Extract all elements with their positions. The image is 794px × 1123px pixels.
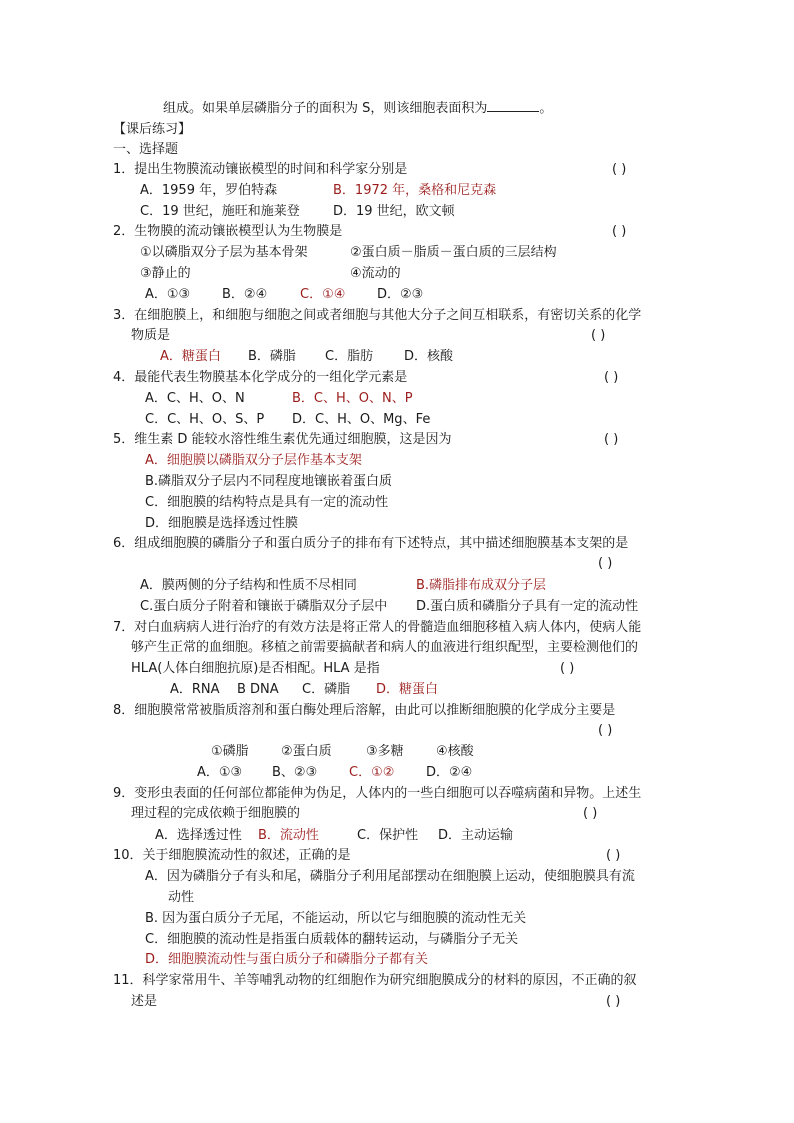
question-11-bracket: ( ) (606, 994, 621, 1009)
question-1-stem: 1．提出生物膜流动镶嵌模型的时间和科学家分别是 (113, 162, 408, 177)
question-6-option-b: B.磷脂排布成双分子层 (416, 578, 547, 593)
question-1-option-d: D．19 世纪，欧文顿 (333, 204, 455, 219)
question-7-option-c: C．磷脂 (302, 682, 351, 697)
question-7-stem-line-1: 7．对白血病病人进行治疗的有效方法是将正常人的骨髓造血细胞移植入病人体内，使病人能 (113, 620, 642, 635)
question-6-option-a: A．膜两侧的分子结构和性质不尽相同 (140, 578, 357, 593)
question-4-option-a: A．C、H、O、N (145, 391, 245, 406)
question-3-option-d: D．核酸 (404, 349, 454, 364)
question-10-option-d: D．细胞膜流动性与蛋白质分子和磷脂分子都有关 (145, 952, 429, 967)
question-8-item-1: ①磷脂 (211, 744, 249, 759)
question-1-option-c: C．19 世纪，施旺和施莱登 (140, 204, 300, 219)
question-3-bracket: ( ) (591, 328, 606, 343)
question-7-option-d: D．糖蛋白 (376, 682, 439, 697)
intro-suffix: 。 (539, 101, 553, 116)
question-2-bracket: ( ) (612, 224, 627, 239)
question-10-option-c: C．细胞膜的流动性是指蛋白质载体的翻转运动，与磷脂分子无关 (145, 932, 519, 947)
question-5-option-a: A．细胞膜以磷脂双分子层作基本支架 (145, 453, 362, 468)
intro-prefix: 组成。如果单层磷脂分子的面积为 S，则该细胞表面积为 (163, 101, 488, 116)
question-8-bracket: ( ) (598, 723, 613, 738)
question-8-option-b: B、②③ (272, 765, 318, 780)
question-9-stem-line-2: 理过程的完成依赖于细胞膜的 (131, 806, 301, 821)
question-9-option-a: A．选择透过性 (155, 828, 242, 843)
question-3-stem-line-2: 物质是 (131, 328, 171, 343)
question-7-stem-line-3: HLA(人体白细胞抗原)是否相配。HLA 是指 (131, 661, 380, 676)
question-4-option-d: D．C、H、O、Mg、Fe (292, 412, 431, 427)
question-4-stem: 4．最能代表生物膜基本化学成分的一组化学元素是 (113, 370, 408, 385)
question-2-option-a: A．①③ (145, 287, 191, 302)
question-4-bracket: ( ) (604, 370, 619, 385)
question-10-bracket: ( ) (606, 848, 621, 863)
question-11-stem-line-1: 11．科学家常用牛、羊等哺乳动物的红细胞作为研究细胞膜成分的材料的原因，不正确的叙 (113, 973, 637, 988)
question-5-bracket: ( ) (604, 432, 619, 447)
section-title: 【课后练习】 (113, 122, 192, 137)
question-5-option-b: B.磷脂双分子层内不同程度地镶嵌着蛋白质 (145, 474, 393, 489)
question-2-item-4: ④流动的 (350, 266, 401, 281)
question-7-bracket: ( ) (560, 661, 575, 676)
question-10-option-a: A．因为磷脂分子有头和尾，磷脂分子利用尾部摆动在细胞膜上运动，使细胞膜具有流 (145, 869, 635, 884)
question-5-stem: 5．维生素 D 能较水溶性维生素优先通过细胞膜，这是因为 (113, 432, 452, 447)
question-10-option-a-cont: 动性 (168, 890, 195, 905)
question-2-option-c: C．①④ (300, 287, 346, 302)
question-10-stem: 10．关于细胞膜流动性的叙述，正确的是 (113, 848, 351, 863)
question-7-option-a: A．RNA (170, 682, 220, 697)
question-6-bracket: ( ) (598, 556, 613, 571)
question-5-option-d: D．细胞膜是选择透过性膜 (145, 516, 299, 531)
question-8-option-c: C．①② (349, 765, 395, 780)
question-7-option-b: B DNA (237, 682, 279, 697)
answer-blank (487, 100, 539, 112)
question-2-item-2: ②蛋白质－脂质－蛋白质的三层结构 (350, 245, 557, 260)
part-title: 一、选择题 (113, 142, 179, 157)
question-8-item-2: ②蛋白质 (281, 744, 332, 759)
question-8-item-3: ③多糖 (366, 744, 404, 759)
question-8-item-4: ④核酸 (436, 744, 474, 759)
question-1-option-a: A．1959 年，罗伯特森 (140, 183, 278, 198)
question-2-item-1: ①以磷脂双分子层为基本骨架 (140, 245, 308, 260)
question-3-stem-line-1: 3．在细胞膜上，和细胞与细胞之间或者细胞与其他大分子之间互相联系，有密切关系的化学 (113, 308, 642, 323)
question-8-option-a: A．①③ (197, 765, 243, 780)
question-3-option-b: B．磷脂 (248, 349, 296, 364)
question-5-option-c: C．细胞膜的结构特点是具有一定的流动性 (145, 495, 389, 510)
question-1-option-b: B．1972 年，桑格和尼克森 (333, 183, 497, 198)
intro-line (163, 100, 552, 117)
question-9-option-b: B．流动性 (258, 828, 319, 843)
question-11-stem-line-2: 述是 (131, 994, 158, 1009)
question-6-option-d: D.蛋白质和磷脂分子具有一定的流动性 (416, 599, 639, 614)
question-6-option-c: C.蛋白质分子附着和镶嵌于磷脂双分子层中 (140, 599, 388, 614)
question-3-option-c: C．脂肪 (325, 349, 374, 364)
question-10-option-b: B. 因为蛋白质分子无尾，不能运动，所以它与细胞膜的流动性无关 (145, 911, 527, 926)
question-8-stem: 8．细胞膜常常被脂质溶剂和蛋白酶处理后溶解，由此可以推断细胞膜的化学成分主要是 (113, 703, 616, 718)
question-9-stem-line-1: 9．变形虫表面的任何部位都能伸为伪足，人体内的一些白细胞可以吞噬病菌和异物。上述生 (113, 786, 642, 801)
question-4-option-c: C．C、H、O、S、P (145, 412, 265, 427)
question-9-option-d: D．主动运输 (438, 828, 514, 843)
question-1-bracket: ( ) (612, 162, 627, 177)
question-9-option-c: C．保护性 (357, 828, 419, 843)
question-4-option-b: B．C、H、O、N、P (292, 391, 413, 406)
question-2-item-3: ③静止的 (140, 266, 191, 281)
question-2-stem: 2．生物膜的流动镶嵌模型认为生物膜是 (113, 224, 343, 239)
question-7-stem-line-2: 够产生正常的血细胞。移植之前需要搞献者和病人的血液进行组织配型，主要检测他们的 (131, 640, 639, 655)
question-6-stem: 6．组成细胞膜的磷脂分子和蛋白质分子的排布有下述特点，其中描述细胞膜基本支架的是 (113, 536, 629, 551)
question-3-option-a: A．糖蛋白 (160, 349, 221, 364)
question-2-option-d: D．②③ (377, 287, 424, 302)
question-9-bracket: ( ) (583, 806, 598, 821)
question-8-option-d: D．②④ (426, 765, 473, 780)
question-2-option-b: B．②④ (222, 287, 268, 302)
